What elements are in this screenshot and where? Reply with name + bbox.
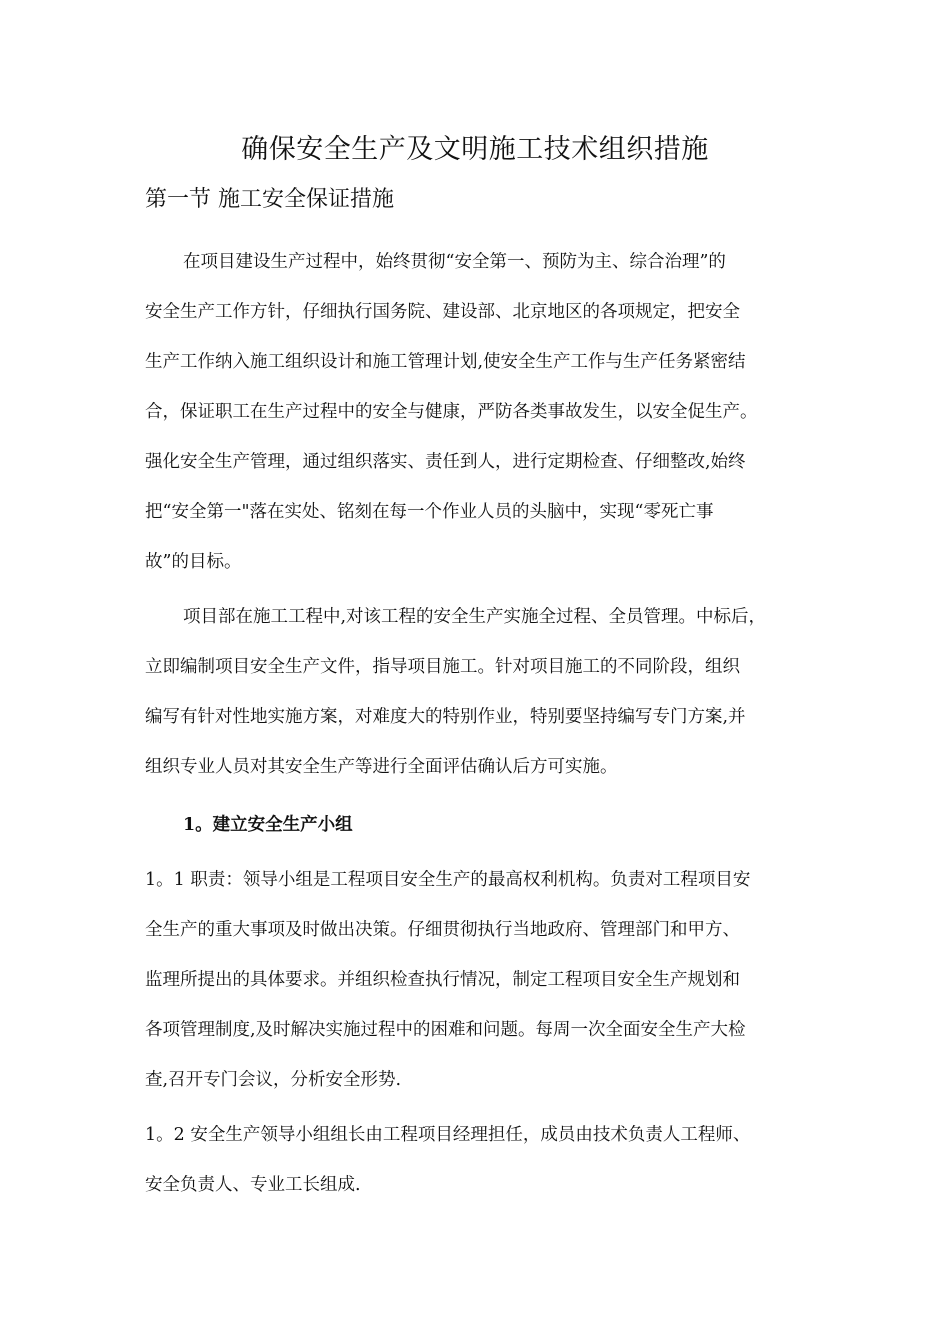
paragraph-line: 强化安全生产管理，通过组织落实、责任到人，进行定期检查、仔细整改,始终 [145,452,746,472]
paragraph-line: 故”的目标。 [145,552,242,572]
document-title: 确保安全生产及文明施工技术组织措施 [241,134,709,165]
paragraph-line: 项目部在施工工程中,对该工程的安全生产实施全过程、全员管理。中标后， [183,607,767,627]
item-line: 查,召开专门会议，分析安全形势. [145,1070,402,1090]
item-line: 各项管理制度,及时解决实施过程中的困难和问题。每周一次全面安全生产大检 [145,1020,746,1040]
paragraph-line: 合，保证职工在生产过程中的安全与健康，严防各类事故发生，以安全促生产。 [145,402,758,422]
paragraph-line: 在项目建设生产过程中，始终贯彻“安全第一、预防为主、综合治理”的 [183,252,726,272]
paragraph-line: 安全生产工作方针，仔细执行国务院、建设部、北京地区的各项规定，把安全 [145,302,740,322]
item-line: 1。1 职责：领导小组是工程项目安全生产的最高权利机构。负责对工程项目安 [145,870,751,890]
paragraph-line: 立即编制项目安全生产文件，指导项目施工。针对项目施工的不同阶段，组织 [145,657,740,677]
subheading-establish-safety-group: 1。建立安全生产小组 [183,815,353,835]
paragraph-line: 生产工作纳入施工组织设计和施工管理计划,使安全生产工作与生产任务紧密结 [145,352,746,372]
section-heading: 第一节 施工安全保证措施 [145,187,394,212]
item-line: 全生产的重大事项及时做出决策。仔细贯彻执行当地政府、管理部门和甲方、 [145,920,740,940]
paragraph-line: 编写有针对性地实施方案，对难度大的特别作业，特别要坚持编写专门方案,并 [145,707,746,727]
item-line: 安全负责人、专业工长组成. [145,1175,361,1195]
paragraph-line: 组织专业人员对其安全生产等进行全面评估确认后方可实施。 [145,757,618,777]
item-line: 监理所提出的具体要求。并组织检查执行情况，制定工程项目安全生产规划和 [145,970,740,990]
paragraph-line: 把“安全第一"落在实处、铭刻在每一个作业人员的头脑中，实现“零死亡事 [145,502,714,522]
item-line: 1。2 安全生产领导小组组长由工程项目经理担任，成员由技术负责人工程师、 [145,1125,751,1145]
